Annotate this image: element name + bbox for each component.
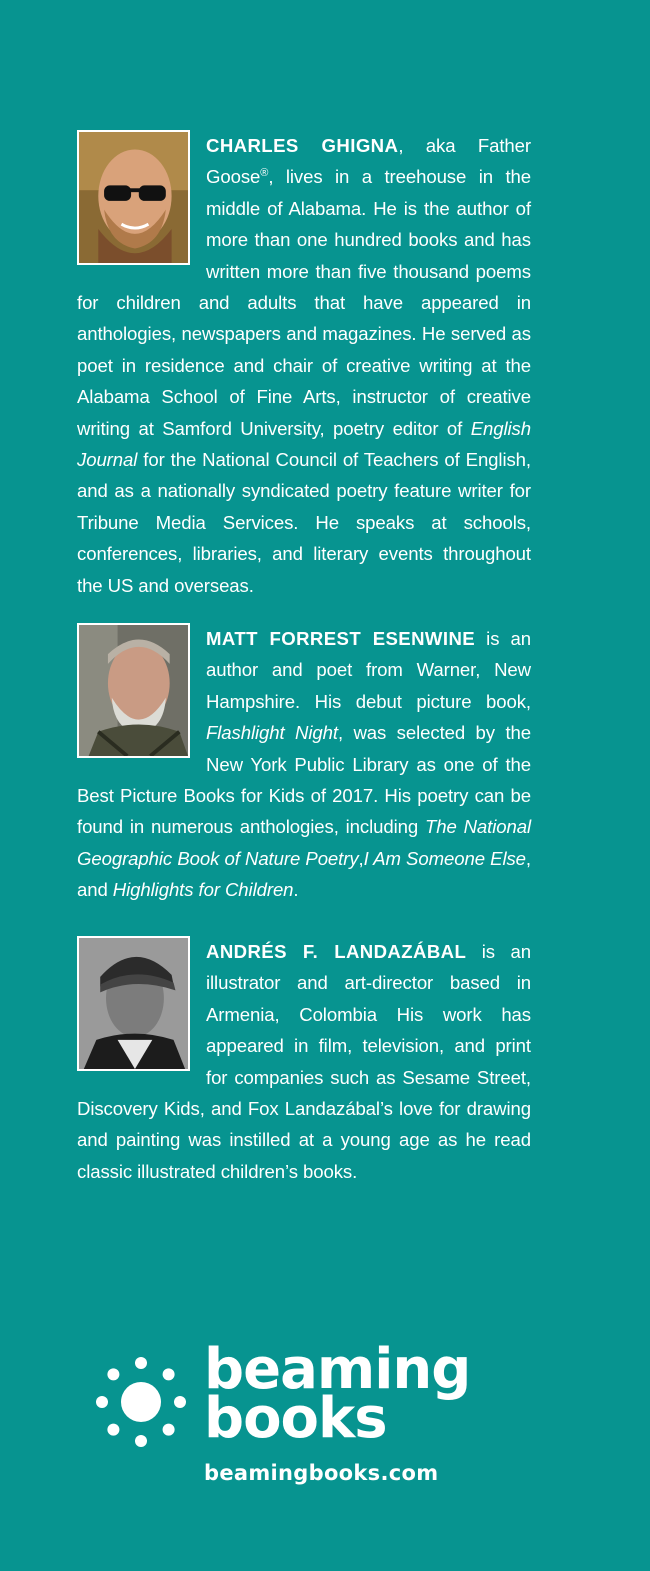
publisher-url[interactable]: beamingbooks.com [204,1461,439,1485]
author-bio-matt-forrest-esenwine [77,623,531,906]
publisher-wordmark [204,1337,471,1451]
bio-text: is an illustrator and art-director based in Armenia, Colombia His work has appeared in film, television, and print for companies such as Sesame Street, Discovery Kids, and Fox Landazábal’s love for drawing and painting was instilled at a young age as he read classic illustrated children’s books. [77,941,531,1182]
author-bio-charles-ghigna [77,130,531,601]
author-name: CHARLES GHIGNA [206,135,399,156]
author-bio-andres-landazabal [77,936,531,1187]
author-photo-charles-ghigna [77,130,190,265]
bio-italic-title: I Am Someone Else [363,847,526,869]
registered-mark: ® [260,167,269,180]
bio-italic-title: Flashlight Night [206,722,338,744]
author-photo-andres-landazabal [77,936,190,1071]
bio-italic-title: Highlights for Children [112,879,294,901]
bio-text: , was selected by the New York Public Library as one of the Best Picture Books for Kids of 2017. His poetry can be found in numerous anthologies, including [77,722,531,838]
wordmark-line-1: beaming [204,1337,471,1402]
bio-text: , lives in a treehouse in the middle of Alabama. He is the author of more than one hundred books and has written more than five thousand poems for children and adults that have appeared in anthologies, newspapers and magazines. He served as poet in residence and chair of creative writing at the Alabama School of Fine Arts, instructor of creative writing at Samford University, poetry editor of [77,166,531,439]
wordmark-line-2: books [204,1386,387,1451]
author-name: ANDRÉS F. LANDAZÁBAL [206,941,467,962]
bio-italic-title: The National Geographic Book of Nature Poetry [77,816,531,869]
author-name: MATT FORREST ESENWINE [206,628,476,649]
publisher-logo [96,1337,496,1495]
bio-text: , and [77,847,531,901]
sun-icon [96,1357,186,1447]
bio-text: , aka Father Goose [206,135,532,188]
bio-text: is an author and poet from Warner, New Hampshire. His debut picture book, [206,628,531,712]
bio-italic-title: English Journal [77,417,531,471]
bio-text: for the National Council of Teachers of English, and as a nationally syndicated poetry feature writer for Tribune Media Services. He speaks at schools, conferences, libraries, and literary events throughout the US and overseas. [77,449,531,596]
author-photo-matt-forrest-esenwine [77,623,190,758]
bio-text: . [293,879,299,901]
bio-text: , [358,847,364,869]
